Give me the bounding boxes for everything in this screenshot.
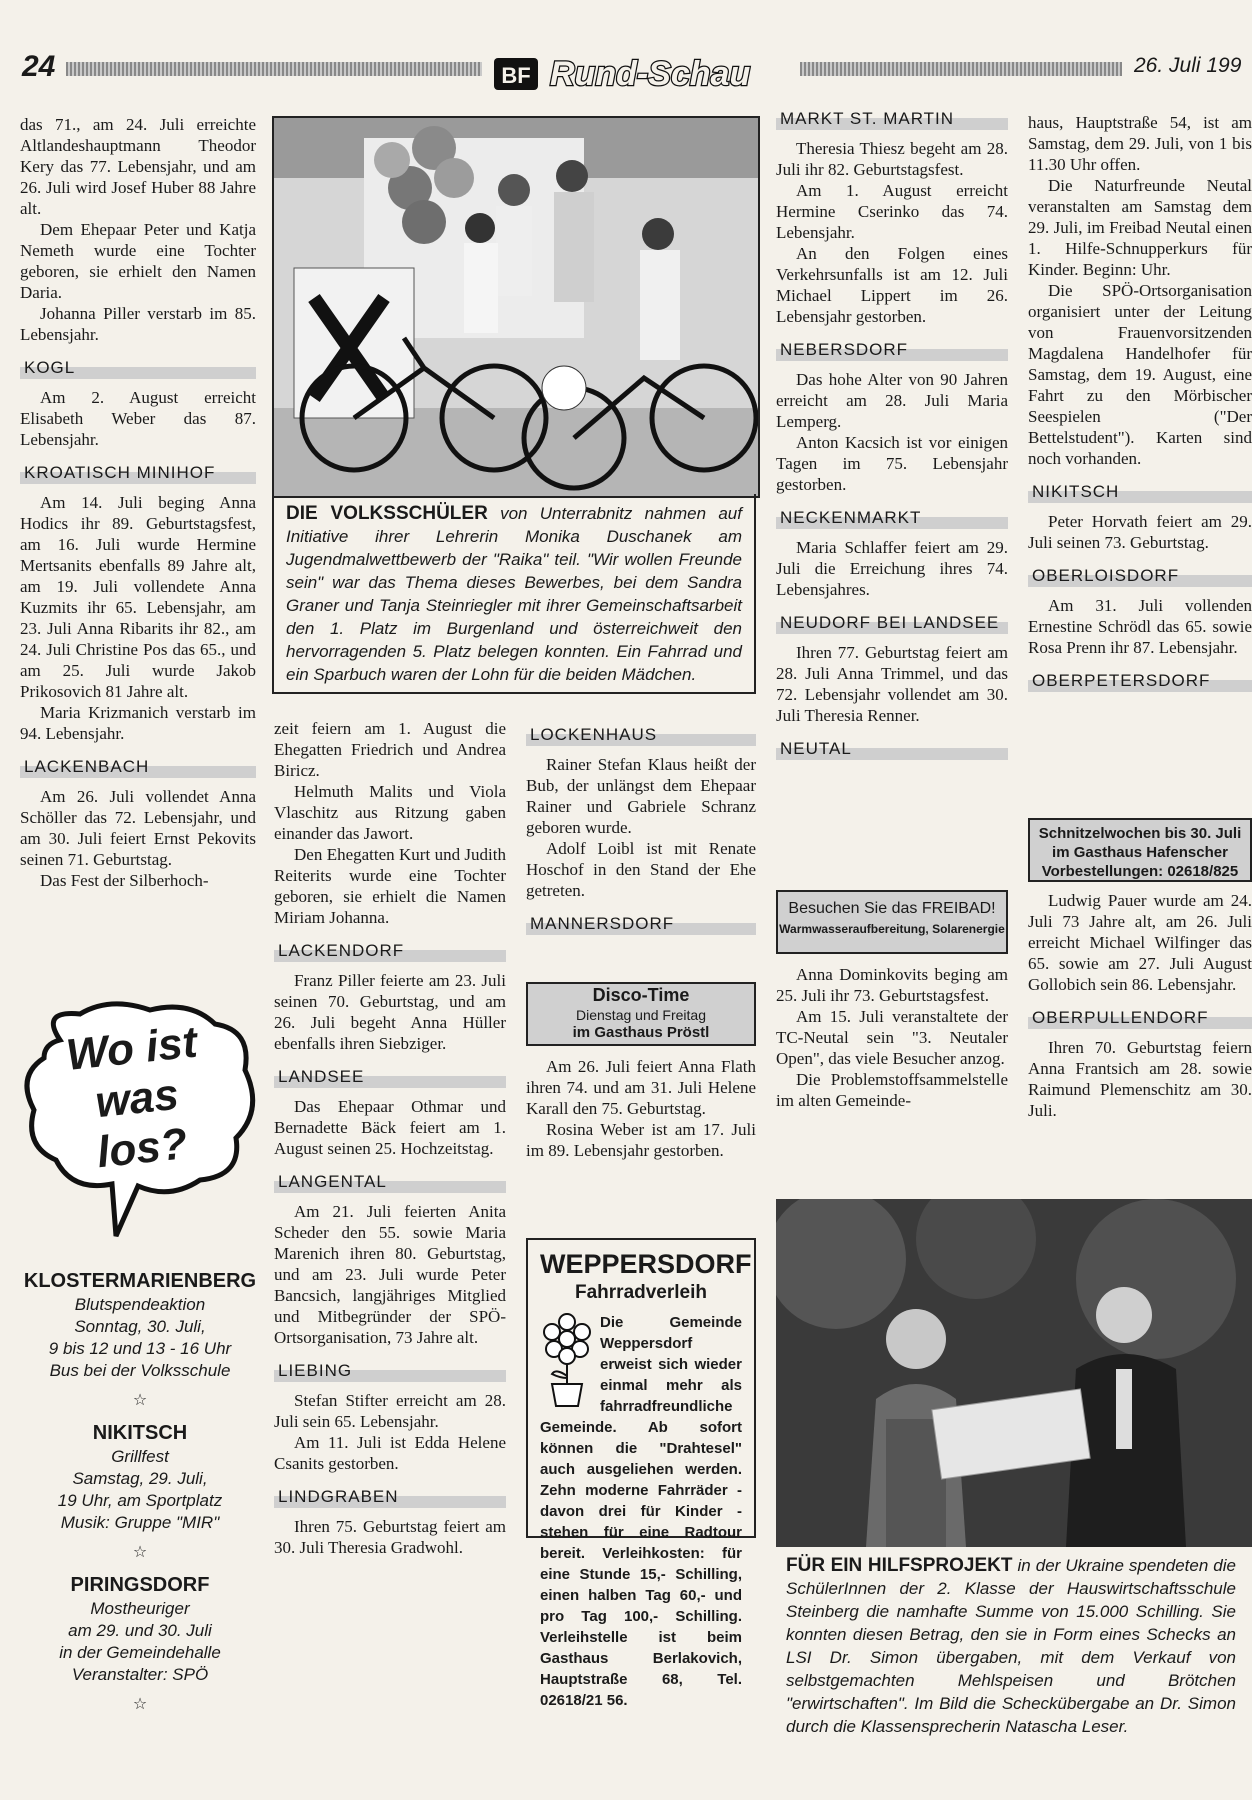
article-paragraph: Franz Piller feierte am 23. Juli seinen 70. Geburtstag, und am 26. Juli begeht Anna Hüller ebenfalls ihren Siebziger.: [274, 971, 506, 1053]
column-5-lower: [1028, 890, 1252, 1121]
event-line: 19 Uhr, am Sportplatz: [57, 1491, 223, 1510]
article-paragraph: haus, Hauptstraße 54, ist am Samstag, dem 29. Juli, von 1 bis 11.30 Uhr offen.: [1028, 113, 1252, 174]
section-heading-oberpullendorf: OBERPULLENDORF: [1028, 1005, 1252, 1029]
article-paragraph: Das hohe Alter von 90 Jahren erreicht am 28. Juli Maria Lemperg.: [776, 370, 1008, 431]
column-4-lower: [776, 964, 1008, 1111]
article-paragraph: Das Ehepaar Othmar und Bernadette Bäck feiert am 1. August seinen 25. Hochzeitstag.: [274, 1097, 506, 1158]
section-heading-nebersdorf: NEBERSDORF: [776, 337, 1008, 361]
column-4: [776, 106, 1008, 768]
section-heading-markt-st-martin: MARKT ST. MARTIN: [776, 106, 1008, 130]
section-heading-oberloisdorf: OBERLOISDORF: [1028, 563, 1252, 587]
article-paragraph: Helmuth Malits und Viola Vlaschitz aus Ritzung gaben einander das Jawort.: [274, 782, 506, 843]
article-paragraph: Maria Krizmanich verstarb im 94. Lebensjahr.: [20, 703, 256, 743]
photo-caption: [272, 494, 756, 694]
caption-lead: DIE VOLKSSCHÜLER: [286, 503, 488, 524]
article-paragraph: Am 26. Juli feiert Anna Flath ihren 74. und am 31. Juli Helene Karall den 75. Geburtstag.: [526, 1057, 756, 1118]
events-list: [20, 1260, 260, 1716]
ad-line: Vorbestellungen: 02618/825: [1041, 863, 1239, 880]
article-paragraph: Die Naturfreunde Neutal veranstalten am Samstag dem 29. Juli, im Freibad Neutal einen 1. Hilfe-Schnupperkurs für Kinder. Beginn: Uhr.: [1028, 176, 1252, 279]
event-place: PIRINGSDORF: [70, 1574, 210, 1596]
ad-line: Schnitzelwochen bis 30. Juli: [1038, 825, 1242, 842]
ad-freibad: [776, 890, 1008, 954]
masthead-name: Rund-Schau: [550, 55, 751, 93]
event-line: Bus bei der Volksschule: [49, 1361, 231, 1380]
article-paragraph: Die Problemstoffsammelstelle im alten Gemeinde-: [776, 1070, 1008, 1110]
article-paragraph: Am 15. Juli veranstaltete der TC-Neutal sein "3. Neutaler Open", das viele Besucher anzog.: [776, 1007, 1008, 1068]
article-paragraph: Das Fest der Silberhoch-: [40, 871, 209, 890]
article-paragraph: Am 14. Juli beging Anna Hodics ihr 89. Geburtstagsfest, am 16. Juli wurde Hermine Mertsanits ebenfalls 89 Jahre alt, am 19. Juli vollendete Anna Kuzmits ihr 65. Lebensjahr, am 23. Juli Anna Ribarits ihr 82., am 24. Juli Christine Pos das 65., und am 25. Juli wurde Jakob Prikosovich 81 Jahre alt.: [20, 493, 256, 701]
star-icon: ☆: [132, 1390, 148, 1409]
section-heading-langental: LANGENTAL: [274, 1169, 506, 1193]
event-line: am 29. und 30. Juli: [68, 1621, 212, 1640]
header-rule-left: [66, 62, 482, 76]
flower-pot-icon: [540, 1312, 594, 1408]
article-paragraph: das 71., am 24. Juli erreichte Altlandeshauptmann Theodor Kery das 77. Lebensjahr, und am 26. Juli wird Josef Huber 88 Jahre alt.: [20, 115, 256, 218]
section-heading-kogl: KOGL: [20, 355, 256, 379]
photo-caption: [776, 1548, 1246, 1744]
section-heading-lackenbach: LACKENBACH: [20, 754, 256, 778]
masthead-bf: BF: [501, 63, 531, 88]
masthead-logo: [492, 52, 790, 94]
section-heading-kroatisch-minihof: KROATISCH MINIHOF: [20, 460, 256, 484]
column-3: [526, 712, 756, 943]
article-paragraph: Ihren 77. Geburtstag feiert am 28. Juli Anna Trimmel, und das 72. Lebensjahr vollendet am 30. Juli Theresia Renner.: [776, 643, 1008, 725]
article-paragraph: zeit feiern am 1. August die Ehegatten Friedrich und Andrea Biricz.: [274, 719, 506, 780]
article-paragraph: Ihren 70. Geburtstag feiern Anna Frantsich am 28. sowie Raimund Plemenschitz am 30. Juli.: [1028, 1038, 1252, 1120]
article-paragraph: Ihren 75. Geburtstag feiert am 30. Juli Theresia Gradwohl.: [274, 1517, 506, 1557]
star-icon: ☆: [132, 1694, 148, 1713]
box-title: WEPPERSDORF: [540, 1249, 752, 1279]
header-rule-right: [800, 62, 1122, 76]
box-body: Die Gemeinde Weppersdorf erweist sich wieder einmal mehr als fahrradfreundliche Gemeinde. Ab sofort können die "Drahtesel" auch ausgeliehen werden. Zehn moderne Fahrräder - davon drei für Kinder - stehen für eine Radtour bereit. Verleihkosten: für eine Stunde 15,- Schilling, einen halben Tag 60,- und pro Tag 100,- Schilling. Verleihstelle ist beim Gasthaus Berlakovich, Hauptstraße 68, Tel. 02618/21 56.: [540, 1314, 742, 1709]
ad-line: Besuchen Sie das FREIBAD!: [788, 900, 996, 917]
photo-children-bicycles: [272, 116, 760, 498]
section-heading-landsee: LANDSEE: [274, 1064, 506, 1088]
event-line: Samstag, 29. Juli,: [72, 1469, 208, 1488]
event-line: Veranstalter: SPÖ: [71, 1665, 209, 1684]
section-heading-mannersdorf: MANNERSDORF: [526, 911, 756, 935]
section-heading-liebing: LIEBING: [274, 1358, 506, 1382]
column-3-lower: [526, 1056, 756, 1161]
article-paragraph: Anna Dominkovits beging am 25. Juli ihr 73. Geburtstagsfest.: [776, 965, 1008, 1005]
star-icon: ☆: [132, 1542, 148, 1561]
event-line: Musik: Gruppe "MIR": [60, 1513, 220, 1532]
article-paragraph: Maria Schlaffer feiert am 29. Juli die Erreichung ihres 74. Lebensjahres.: [776, 538, 1008, 599]
event-line: Grillfest: [111, 1447, 169, 1466]
section-heading-oberpetersdorf: OBERPETERSDORF: [1028, 668, 1252, 692]
article-paragraph: Adolf Loibl ist mit Renate Hoschof in den Stand der Ehe getreten.: [526, 839, 756, 900]
article-paragraph: Ludwig Pauer wurde am 24. Juli 73 Jahre alt, am 26. Juli erreicht Michael Wilfinger das 65. sowie am 27. Juli August Gollobich sein 86. Lebensjahr.: [1028, 891, 1252, 994]
ad-disco-time: [526, 982, 756, 1046]
article-paragraph: Theresia Thiesz begeht am 28. Juli ihr 82. Geburtstagsfest.: [776, 139, 1008, 179]
article-paragraph: An den Folgen eines Verkehrsunfalls ist am 12. Juli Michael Lippert im 26. Lebensjahr gestorben.: [776, 244, 1008, 326]
box-subtitle: Fahrradverleih: [575, 1282, 707, 1303]
event-line: Sonntag, 30. Juli,: [74, 1317, 206, 1336]
section-heading-nikitsch: NIKITSCH: [1028, 479, 1252, 503]
ad-line: Disco-Time: [592, 985, 690, 1005]
caption-text: von Unterrabnitz nahmen auf Initiative ihrer Lehrerin Monika Duschanek am Jugendmalwettbewerb der "Raika" teil. "Wir wollen Freunde sein" war das Thema dieses Bewerbes, bei dem Sandra Graner und Tanja Steinriegler mit ihrer Gemeinschaftsarbeit den 1. Platz im Burgenland und österreichweit den hervorragenden 5. Platz belegen konnten. Ein Fahrrad und ein Sparbuch waren der Lohn für die beiden Mädchen.: [286, 504, 742, 684]
event-place: KLOSTERMARIENBERG: [23, 1270, 257, 1292]
article-paragraph: Rosina Weber ist am 17. Juli im 89. Lebensjahr gestorben.: [526, 1120, 756, 1160]
article-paragraph: Den Ehegatten Kurt und Judith Reiterits wurde eine Tochter geboren, sie erhielt die Namen Miriam Johanna.: [274, 845, 506, 927]
article-paragraph: Am 1. August erreicht Hermine Cserinko das 74. Lebensjahr.: [776, 181, 1008, 242]
ad-line: Warmwasseraufbereitung, Solarenergie: [779, 922, 1005, 936]
section-heading-neckenmarkt: NECKENMARKT: [776, 505, 1008, 529]
column-2: [274, 718, 506, 1558]
page-number: 24: [22, 50, 56, 83]
ad-line: im Gasthaus Hafenscher: [1052, 844, 1228, 861]
section-heading-lackendorf: LACKENDORF: [274, 938, 506, 962]
article-paragraph: Die SPÖ-Ortsorganisation organisiert unter der Leitung von Frauenvorsitzenden Magdalena Handelhofer für Samstag, dem 19. August, eine Fahrt zu den Mörbischer Seespielen ("Der Bettelstudent"). Karten sind noch vorhanden.: [1028, 281, 1252, 468]
event-place: NIKITSCH: [92, 1422, 188, 1444]
article-paragraph: Am 21. Juli feierten Anita Scheder den 55. sowie Maria Marenich ihren 80. Geburtstag, und am 23. Juli wurde Peter Bancsich, langjähriges Mitglied und Mitbegründer der SPÖ-Ortsorganisation, 73 Jahre alt.: [274, 1202, 506, 1347]
article-paragraph: Rainer Stefan Klaus heißt der Bub, der unlängst dem Ehepaar Rainer und Gabriele Schranz geboren wurde.: [526, 755, 756, 837]
ad-schnitzelwochen: [1028, 818, 1252, 882]
photo-cheque-handover: [776, 1199, 1252, 1547]
column-5: [1028, 112, 1252, 700]
ad-line: im Gasthaus Pröstl: [572, 1024, 710, 1041]
article-paragraph: Am 11. Juli ist Edda Helene Csanits gestorben.: [274, 1433, 506, 1473]
event-line: in der Gemeindehalle: [59, 1643, 221, 1662]
article-paragraph: Dem Ehepaar Peter und Katja Nemeth wurde eine Tochter geboren, sie erhielt den Namen Daria.: [20, 220, 256, 302]
article-paragraph: Am 31. Juli vollenden Ernestine Schrödl das 65. sowie Rosa Prenn ihr 87. Lebensjahr.: [1028, 596, 1252, 657]
section-heading-neudorf-bei-landsee: NEUDORF BEI LANDSEE: [776, 610, 1008, 634]
section-heading-lindgraben: LINDGRABEN: [274, 1484, 506, 1508]
section-heading-lockenhaus: LOCKENHAUS: [526, 722, 756, 746]
caption-text: in der Ukraine spendeten die SchülerInnen der 2. Klasse der Hauswirtschaftsschule Steinberg die namhafte Summe von 15.000 Schilling. Sie konnten diesen Betrag, den sie in Form eines Schecks an LSI Dr. Simon übergaben, mit dem Verkauf von selbstgemachten Mehlspeisen und Brötchen "erwirtschaften". Im Bild die Scheckübergabe an Dr. Simon durch die Klassensprecherin Natascha Leser.: [786, 1556, 1236, 1736]
article-paragraph: Stefan Stifter erreicht am 28. Juli sein 65. Lebensjahr.: [274, 1391, 506, 1431]
article-paragraph: Johanna Piller verstarb im 85. Lebensjahr.: [20, 304, 256, 344]
event-line: 9 bis 12 und 13 - 16 Uhr: [48, 1339, 232, 1358]
issue-date: 26. Juli 199: [1134, 54, 1242, 77]
event-line: Blutspendeaktion: [74, 1295, 206, 1314]
article-paragraph: Peter Horvath feiert am 29. Juli seinen 73. Geburtstag.: [1028, 512, 1252, 552]
bubble-text: Wo ist was los?: [63, 1017, 200, 1178]
ad-line: Dienstag und Freitag: [576, 1007, 706, 1023]
weppersdorf-box: [526, 1238, 756, 1709]
article-paragraph: Am 26. Juli vollendet Anna Schöller das 72. Lebensjahr, und am 30. Juli feiert Ernst Pekovits seinen 71. Geburtstag.: [20, 787, 256, 869]
section-heading-neutal: NEUTAL: [776, 736, 1008, 760]
article-paragraph: Anton Kacsich ist vor einigen Tagen im 75. Lebensjahr gestorben.: [776, 433, 1008, 494]
column-1: [20, 114, 256, 891]
article-paragraph: Am 2. August erreicht Elisabeth Weber das 87. Lebensjahr.: [20, 388, 256, 449]
event-line: Mostheuriger: [90, 1599, 190, 1618]
caption-lead: FÜR EIN HILFSPROJEKT: [786, 1555, 1013, 1576]
